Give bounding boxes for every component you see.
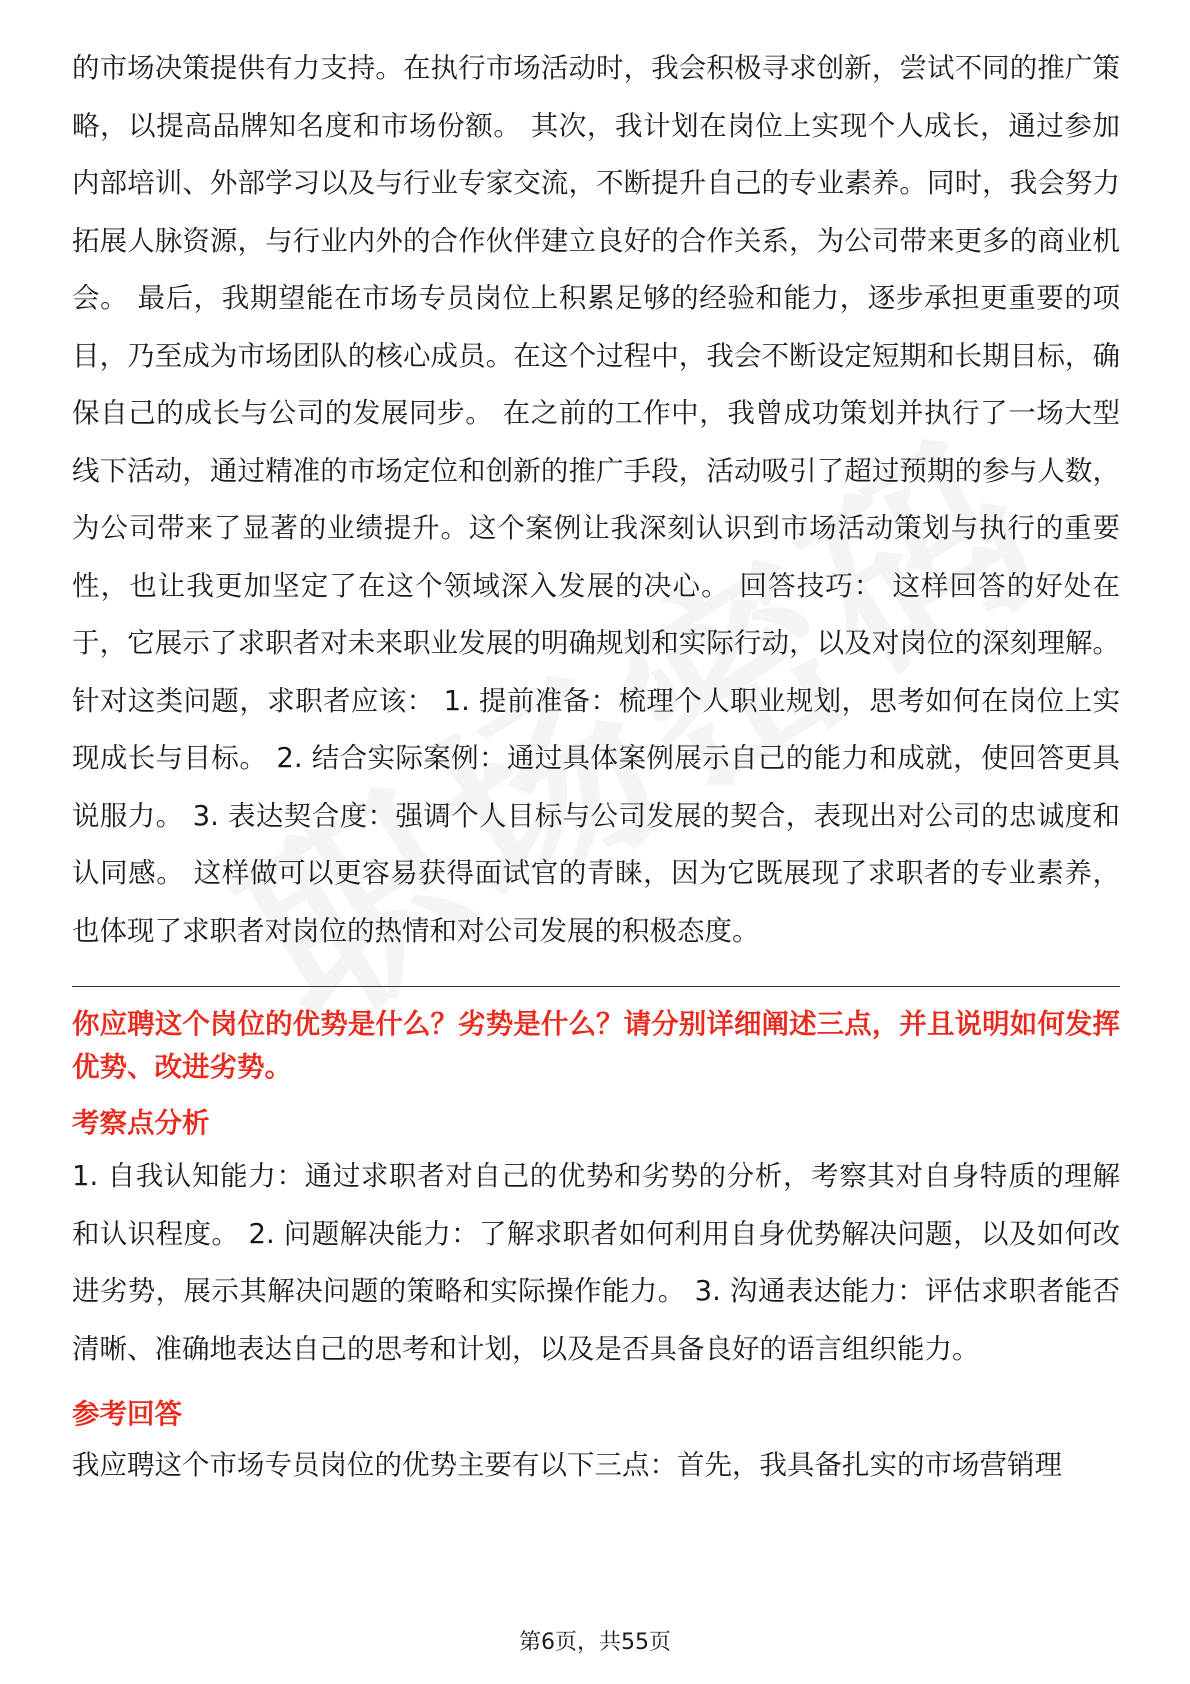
question-title: 你应聘这个岗位的优势是什么？劣势是什么？请分别详细阐述三点，并且说明如何发挥优势、改进劣势。 — [72, 1008, 1120, 1083]
section-divider — [72, 986, 1120, 987]
answer-heading: 参考回答 — [72, 1398, 182, 1430]
page-content — [72, 40, 1120, 1495]
analysis-paragraph: 1. 自我认知能力：通过求职者对自己的优势和劣势的分析，考察其对自身特质的理解和认识程度。 2. 问题解决能力：了解求职者如何利用自身优势解决问题，以及如何改进劣势，展示其解决问题的策略和实际操作能力。 3. 沟通表达能力：评估求职者能否清晰、准确地表达自己的思考和计划，以及是否具备良好的语言组织能力。 — [72, 1160, 1120, 1365]
answer-paragraph: 我应聘这个市场专员岗位的优势主要有以下三点：首先，我具备扎实的市场营销理 — [72, 1449, 1062, 1481]
analysis-heading: 考察点分析 — [72, 1107, 210, 1139]
continuation-paragraph: 的市场决策提供有力支持。在执行市场活动时，我会积极寻求创新，尝试不同的推广策略，以提高品牌知名度和市场份额。 其次，我计划在岗位上实现个人成长，通过参加内部培训、外部学习以及与行业专家交流，不断提升自己的专业素养。同时，我会努力拓展人脉资源，与行业内外的合作伙伴建立良好的合作关系，为公司带来更多的商业机会。 最后，我期望能在市场专员岗位上积累足够的经验和能力，逐步承担更重要的项目，乃至成为市场团队的核心成员。在这个过程中，我会不断设定短期和长期目标，确保自己的成长与公司的发展同步。 在之前的工作中，我曾成功策划并执行了一场大型线下活动，通过精准的市场定位和创新的推广手段，活动吸引了超过预期的参与人数，为公司带来了显著的业绩提升。这个案例让我深刻认识到市场活动策划与执行的重要性，也让我更加坚定了在这个领域深入发展的决心。 回答技巧： 这样回答的好处在于，它展示了求职者对未来职业发展的明确规划和实际行动，以及对岗位的深刻理解。针对这类问题，求职者应该： 1. 提前准备：梳理个人职业规划，思考如何在岗位上实现成长与目标。 2. 结合实际案例：通过具体案例展示自己的能力和成就，使回答更具说服力。 3. 表达契合度：强调个人目标与公司发展的契合，表现出对公司的忠诚度和认同感。 这样做可以更容易获得面试官的青睐，因为它既展现了求职者的专业素养，也体现了求职者对岗位的热情和对公司发展的积极态度。 — [72, 52, 1120, 947]
page-number: 第6页，共55页 — [519, 1630, 671, 1655]
